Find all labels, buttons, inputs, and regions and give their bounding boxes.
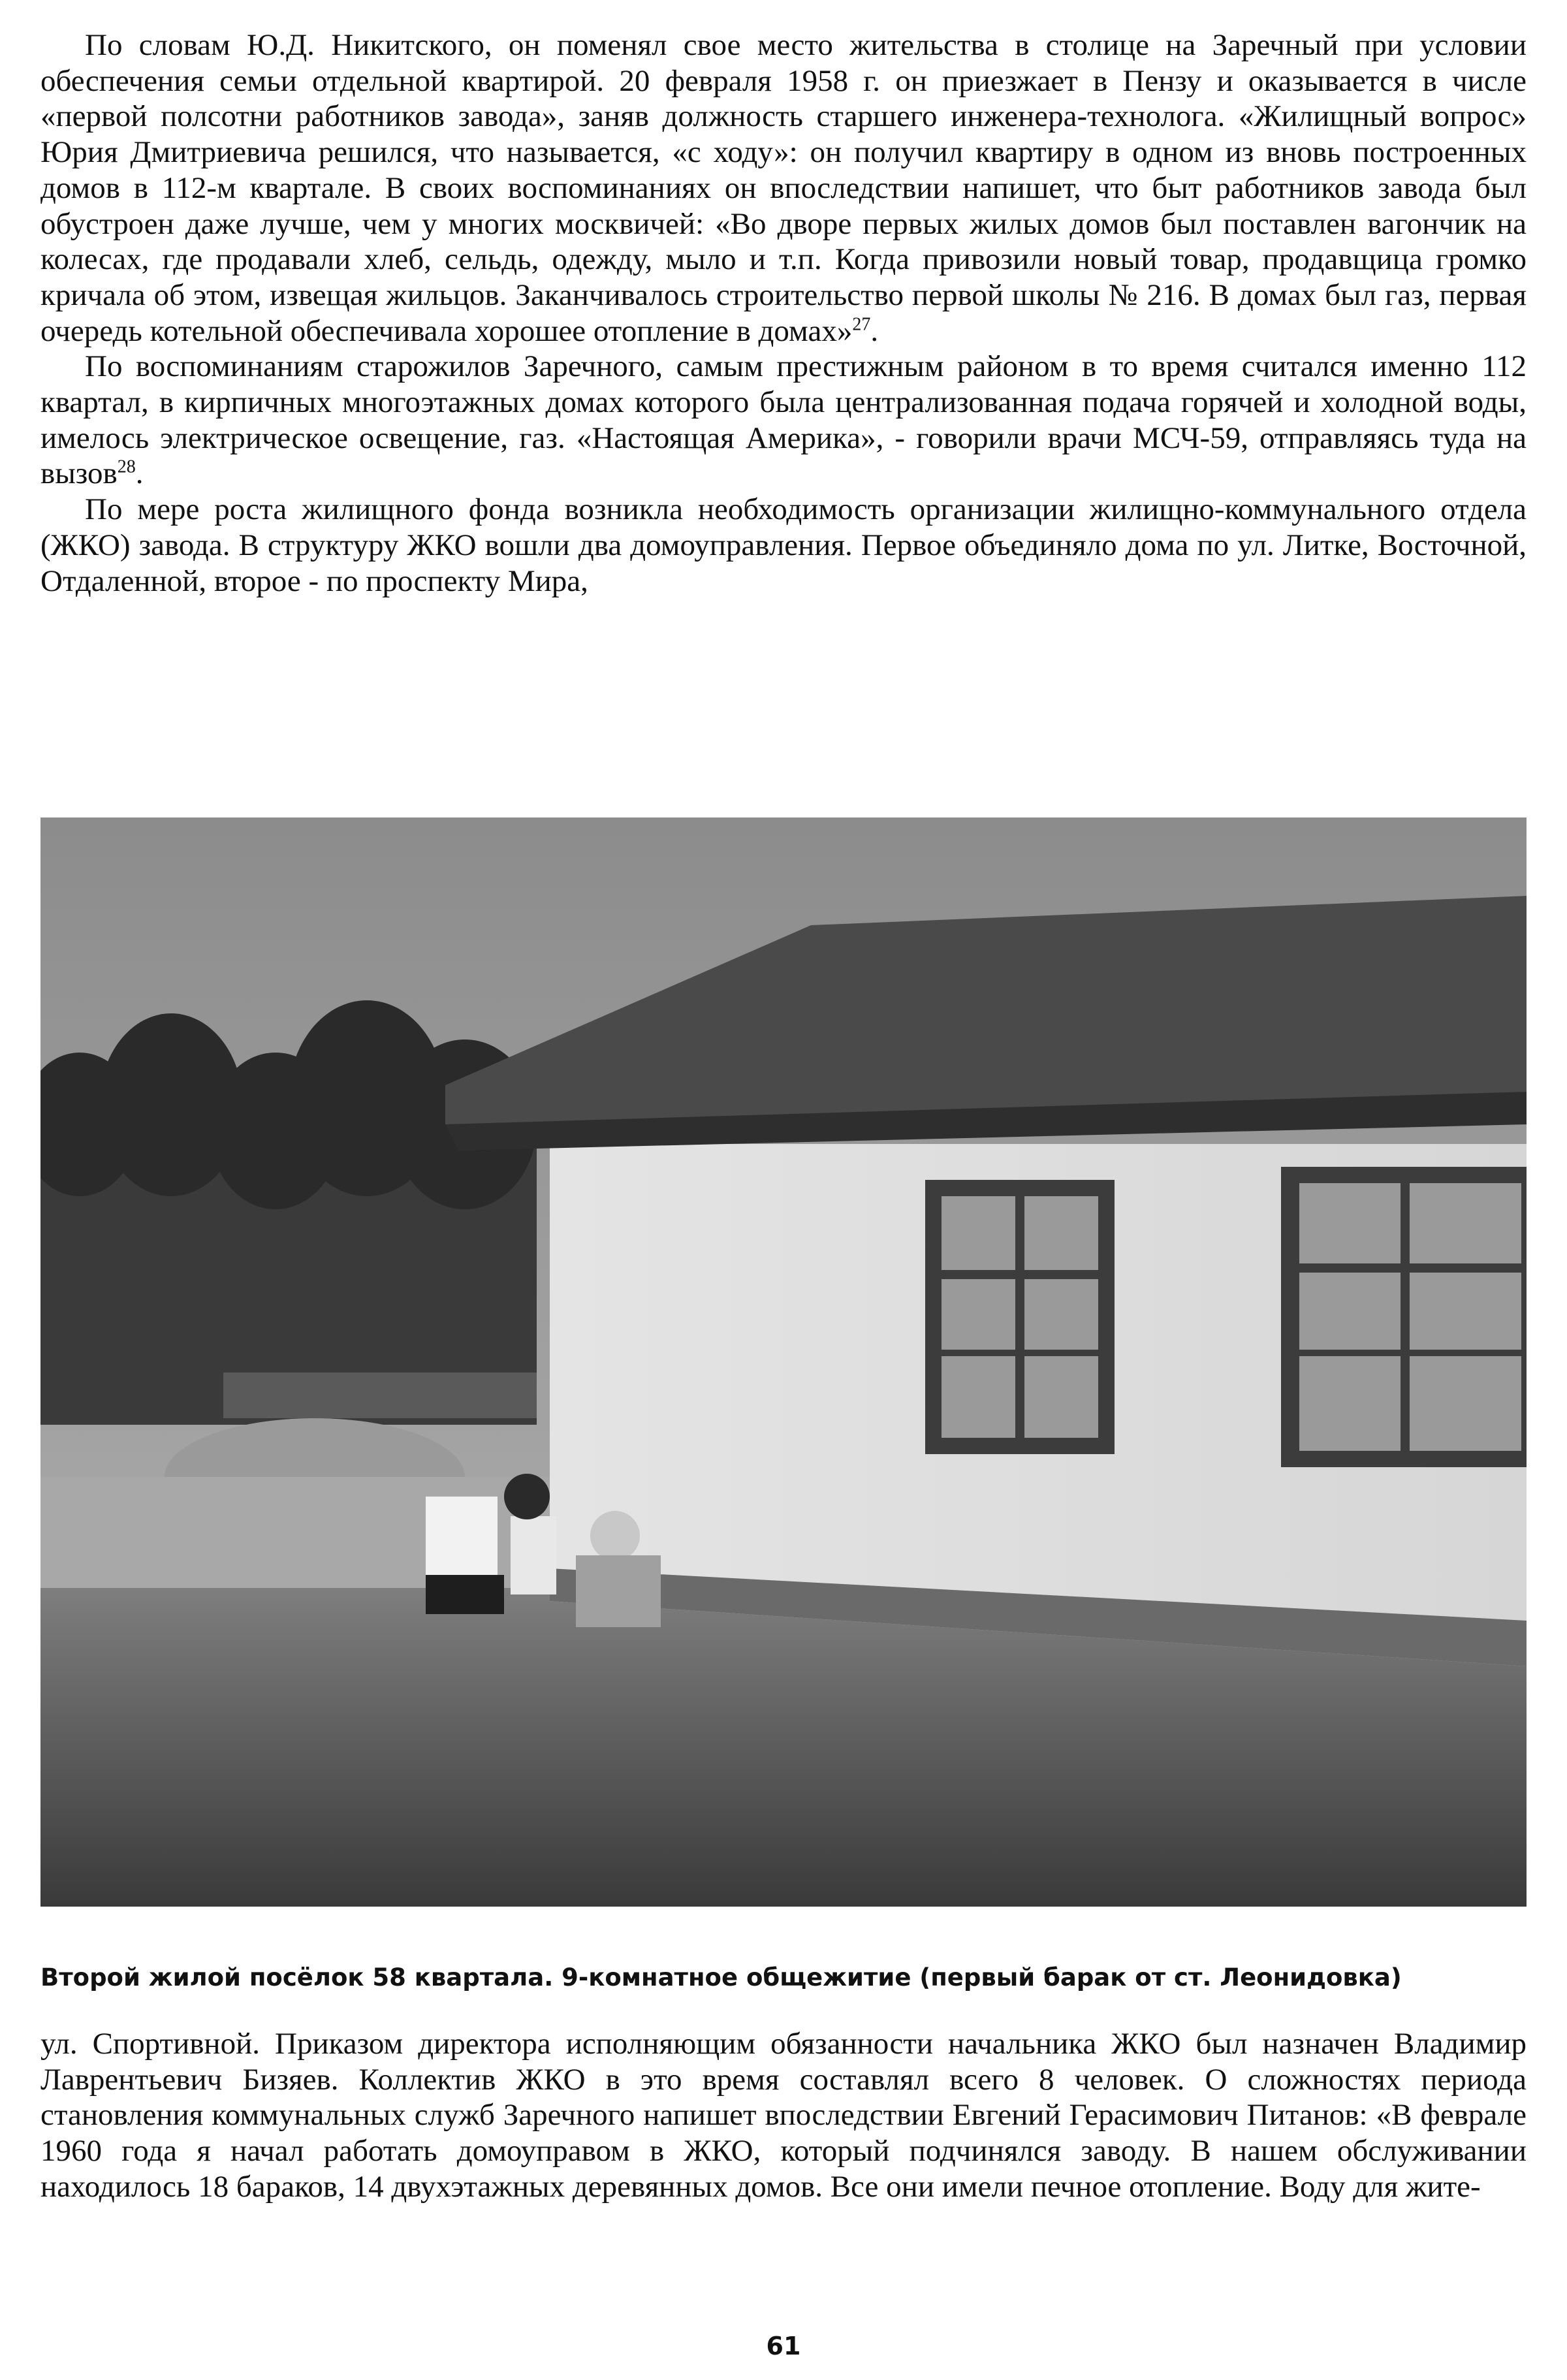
- paragraph: По словам Ю.Д. Никитского, он поменял свое место жительства в столице на Заречный при условии обеспечения семьи отдельной квартирой. 20 февраля 1958 г. он приезжает в Пензу и оказывается в числе «первой полсотни работников завода», заняв должность старшего инженера-технолога. «Жилищный вопрос» Юрия Дмитриевича решился, что называется, «с ходу»: он получил квартиру в одном из вновь построенных домов в 112-м квартале. В своих воспоминаниях он впоследствии напишет, что быт работников завода был обустроен даже лучше, чем у многих москвичей: «Во дворе первых жилых домов был поставлен вагончик на колесах, где продавали хлеб, сельдь, одежду, мыло и т.п. Когда привозили новый товар, продавщица громко кричала об этом, извещая жильцов. Заканчивалось строительство первой школы № 216. В домах был газ, первая очередь котельной обеспечивала хорошее отопление в домах»$^{27}$.: [40, 28, 1527, 348]
- window: [925, 1180, 1115, 1454]
- photo-caption: Второй жилой посёлок 58 квартала. 9-комнатное общежитие (первый барак от ст. Леонидовка): [40, 1963, 1402, 1991]
- footnote-ref[interactable]: 28: [117, 456, 136, 477]
- body-text-top: [40, 27, 1527, 599]
- paragraph: По мере роста жилищного фонда возникла необходимость организации жилищно-коммунального отдела (ЖКО) завода. В структуру ЖКО вошли два домоуправления. Первое объединяло дома по ул. Литке, Восточной, Отдаленной, второе - по проспекту Мира,: [40, 492, 1527, 598]
- page-number: 61: [766, 2332, 801, 2360]
- tree-line: [40, 1000, 537, 1425]
- window: [1281, 1167, 1527, 1467]
- paragraph: ул. Спортивной. Приказом директора исполняющим обязанности начальника ЖКО был назначен Владимир Лаврентьевич Бизяев. Коллектив ЖКО в это время составлял всего 8 человек. О сложностях периода становления коммунальных служб Заречного напишет впоследствии Евгений Герасимович Питанов: «В феврале 1960 года я начал работать домоуправом в ЖКО, который подчинялся заводу. В нашем обслуживании находилось 18 бараков, 14 двухэтажных деревянных домов. Все они имели печное отопление. Воду для жите-: [40, 2027, 1527, 2204]
- historical-photo: [40, 817, 1527, 1907]
- footnote-ref[interactable]: 27: [852, 313, 871, 334]
- body-text-bottom: [40, 2026, 1527, 2205]
- paragraph: По воспоминаниям старожилов Заречного, самым престижным районом в то время считался именно 112 квартал, в кирпичных многоэтажных домах которого была централизованная подача горячей и холодной воды, имелось электрическое освещение, газ. «Настоящая Америка», - говорили врачи МСЧ-59, отправляясь туда на вызов$^{28}$.: [40, 349, 1527, 491]
